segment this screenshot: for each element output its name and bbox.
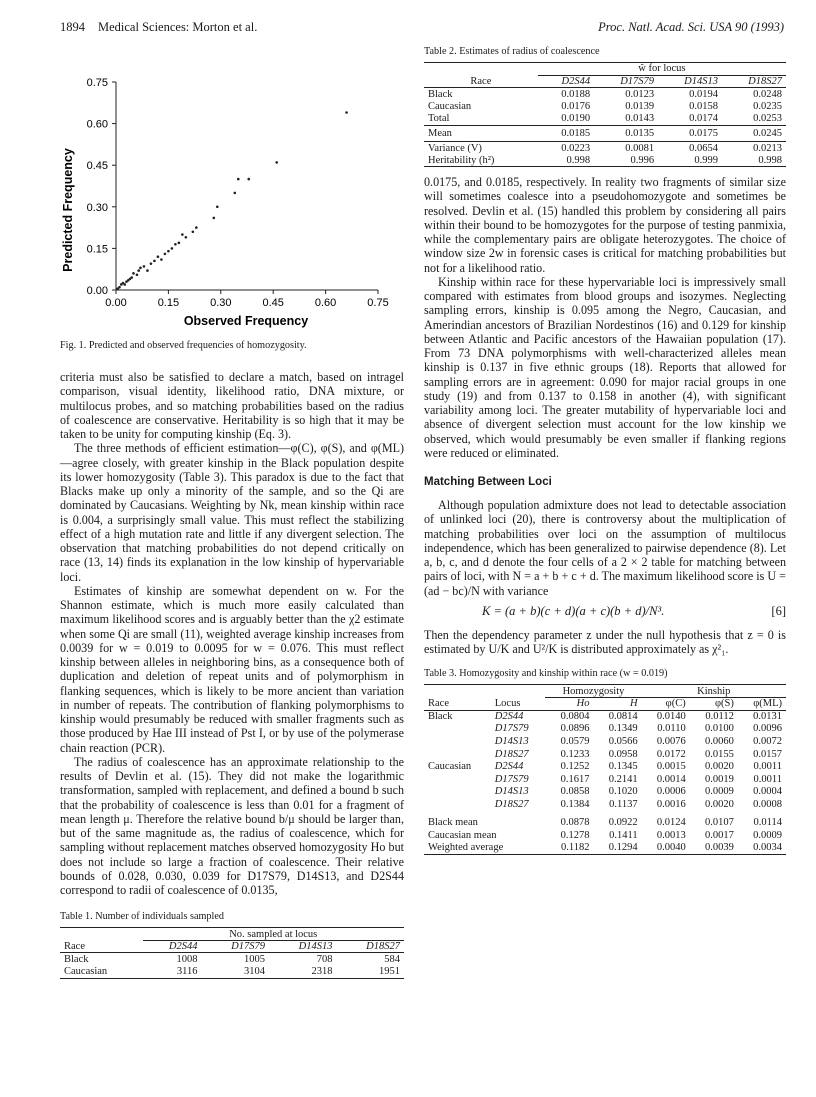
equation-text: K = (a + b)(c + d)(a + c)(b + d)/N³. bbox=[482, 603, 665, 618]
x-tick-label: 0.60 bbox=[314, 297, 337, 309]
table-1-row-header: Race bbox=[60, 940, 143, 953]
table-3-col-header: φ(S) bbox=[714, 698, 734, 710]
table-row: Total 0.0190 0.0143 0.0174 0.0253 bbox=[428, 113, 782, 125]
data-point bbox=[157, 255, 160, 258]
data-point bbox=[195, 226, 198, 229]
table-row: Mean 0.0185 0.0135 0.0175 0.0245 bbox=[424, 125, 786, 141]
table-3-group-header: Kinship bbox=[642, 685, 786, 698]
table-row: D14S13 0.0858 0.1020 0.0006 0.0009 0.0004 bbox=[494, 786, 782, 798]
table-summary-row: Caucasian mean 0.1278 0.1411 0.0013 0.0017 0.0009 bbox=[428, 829, 782, 841]
running-title: Medical Sciences: Morton et al. bbox=[98, 20, 258, 34]
table-summary-row: Weighted average 0.1182 0.1294 0.0040 0.0039 0.0034 bbox=[424, 841, 786, 854]
table-3 bbox=[424, 684, 786, 854]
table-2-col-header: D2S44 bbox=[538, 75, 594, 88]
figure-1-scatter-plot bbox=[60, 40, 404, 330]
table-row: Black 0.0188 0.0123 0.0194 0.0248 bbox=[428, 88, 782, 100]
data-point bbox=[178, 242, 181, 245]
data-point bbox=[150, 262, 153, 265]
data-point bbox=[247, 178, 250, 181]
table-3-col-header: Ho bbox=[576, 698, 590, 710]
table-1-col-header: D2S44 bbox=[143, 940, 202, 953]
table-row: Heritability (h²) 0.998 0.996 0.999 0.998 bbox=[424, 154, 786, 167]
data-point bbox=[139, 267, 142, 270]
table-row: D14S13 0.0579 0.0566 0.0076 0.0060 0.0072 bbox=[494, 736, 782, 748]
table-3-caption: Table 3. Homozygosity and kinship within race (w = 0.019) bbox=[424, 668, 668, 680]
data-point bbox=[345, 111, 348, 114]
body-paragraph: Kinship within race for these hypervariable loci is impressively small compared with estimates from blood groups and isozymes. Neglecting sampling errors, kinship is 0.095 among the Negro, Caucasian, and Amerindian ancestors of Brazilian Nordestinos (16) and 0.129 for kinship between Atlantic and Pacific ancestors of the Hawaiian population (17). From 73 DNA polymorphisms with well-characterized alleles mean kinship is 0.137 in five ethnic groups (18). Reports that allowed for sampling errors are in agreement: 0.090 for major racial groups in one study (19) and from 0.137 to 0.158 in another (4), with significant variability among loci. The greater mutability of hypervariable loci and absence of divergent selection must account for the low kinship we observed, which would presumably be even smaller if flanking regions were reduced or eliminated. bbox=[424, 274, 786, 460]
table-row: Black D2S44 0.0804 0.0814 0.0140 0.0112 0.0131 bbox=[428, 711, 782, 723]
table-row: Caucasian 3116 3104 2318 1951 bbox=[60, 966, 404, 979]
table-1-col-header: D17S79 bbox=[202, 940, 269, 953]
page-number: 1894 bbox=[60, 20, 85, 34]
y-tick-label: 0.00 bbox=[86, 285, 108, 297]
data-point bbox=[132, 272, 135, 275]
data-point bbox=[181, 233, 184, 236]
data-point bbox=[216, 206, 219, 209]
table-row: D18S27 0.1384 0.1137 0.0016 0.0020 0.0008 bbox=[494, 799, 782, 811]
table-row: D17S79 0.0896 0.1349 0.0110 0.0100 0.0096 bbox=[494, 723, 782, 735]
table-2-caption: Table 2. Estimates of radius of coalescence bbox=[424, 46, 600, 57]
y-tick-label: 0.30 bbox=[86, 201, 108, 214]
table-2-col-header: D17S79 bbox=[594, 75, 658, 88]
figure-1-caption: Fig. 1. Predicted and observed frequencies of homozygosity. bbox=[60, 340, 307, 351]
body-paragraph: 0.0175, and 0.0185, respectively. In reality two fragments of similar size will sometimes coalesce into a pseudohomozygote and sometimes be resolved. Devlin et al. (15) handled this problem by considering all pairs within their bound to be homozygotes for the purpose of testing panmixia, while the complementary pairs are obligate heterozygotes. The choice of window size 2w in forensic cases is critical for matching probabilities but not for a likelihood ratio. bbox=[424, 175, 786, 275]
table-3-col-header: Race bbox=[428, 698, 449, 710]
table-1 bbox=[60, 927, 404, 978]
table-3-col-header: Locus bbox=[494, 698, 521, 710]
body-paragraph: The radius of coalescence has an approximate relationship to the results of Devlin et al. (15). They did not make the logarithmic transformation, sampled with replacement, and defined a bound b such that the probability of coalescence is less than 0.01 for a fragment of mean length μ. Therefore the relative bound b/μ should be larger than, but of the same magnitude as, the radius of coalescence, which for sampling without replacement matches observed homozygosity Ho but does not include so large a fraction of coalescence. Their relative bounds of 0.028, 0.030, 0.039 for D17S79, D14S13, and D2S44 correspond to radii of coalescence of 0.0135, bbox=[60, 754, 404, 897]
body-paragraph: The three methods of efficient estimation—φ(C), φ(S), and φ(ML)—agree closely, with greater kinship in the Black population despite its lower homozygosity (Table 3). This paradox is due to the fact that Blacks make up only a minority of the sample, and so the Qi are dominated by Caucasians. Weighting by Nk, mean kinship within race is 0.004, a surprisingly small value. This must reflect the stabilizing effect of a high mutation rate and little if any divergent selection. The observation that matching probabilities do not depend critically on race (13, 14) finds its explanation in the low kinship of hypervariable loci. bbox=[60, 441, 404, 584]
x-tick-label: 0.00 bbox=[105, 297, 127, 309]
right-column bbox=[424, 40, 786, 855]
journal-citation: Proc. Natl. Acad. Sci. USA 90 (1993) bbox=[598, 20, 784, 34]
data-point bbox=[192, 230, 195, 233]
data-point bbox=[167, 250, 170, 253]
table-row: Variance (V) 0.0223 0.0081 0.0654 0.0213 bbox=[424, 141, 786, 154]
table-2-col-header: D14S13 bbox=[658, 75, 722, 88]
x-tick-label: 0.15 bbox=[157, 297, 180, 309]
table-row: D18S27 0.1233 0.0958 0.0172 0.0155 0.0157 bbox=[494, 748, 782, 760]
data-point bbox=[118, 286, 121, 289]
data-point bbox=[171, 247, 174, 250]
y-tick-label: 0.15 bbox=[86, 243, 108, 256]
data-point bbox=[213, 217, 216, 220]
body-paragraph: Although population admixture does not lead to detectable association of unlinked loci (20), there is controversy about the multiplication of matching probabilities over loci on the assumption of multilocus independence, which has been generalized to pairwise dependence (8). Let a, b, c, and d denote the four cells of a 2 × 2 table for matching between pairs of loci, with N = a + b + c + d. The maximum likelihood score is U = (ad − bc)/N with variance bbox=[424, 498, 786, 598]
table-3-group-header: Homozygosity bbox=[545, 685, 641, 698]
table-3-col-header: H bbox=[630, 698, 638, 710]
data-point bbox=[275, 161, 278, 164]
table-2-group-header: ŵ for locus bbox=[638, 63, 686, 75]
x-tick-label: 0.75 bbox=[367, 297, 389, 309]
table-row: D17S79 0.1617 0.2141 0.0014 0.0019 0.0011 bbox=[494, 773, 782, 785]
table-1-col-header: D18S27 bbox=[336, 940, 404, 953]
data-point bbox=[237, 178, 240, 181]
data-point bbox=[143, 265, 146, 268]
body-paragraph: Estimates of kinship are somewhat dependent on w. For the Shannon estimate, which is much more easily calculated than maximum likelihood scores and is arguably better than the χ2 estimate when some Qi are small (11), weighted average kinship increases from 0.0039 for w = 0.019 to 0.0095 for w = 0.076. This must reflect kinship between alleles in neighboring bins, as a consequence both of duplication and deletion of repeat units and of polymorphism in flanking sequences, which is likely to be more ancient than variation in number of repeats. The contribution of flanking polymorphisms to kinship would presumably be reduced with smaller fragments such as those produced by Hae III instead of Pst I, or by use of the polymerase chain reaction (PCR). bbox=[60, 583, 404, 755]
body-paragraph: Then the dependency parameter z under the null hypothesis that z = 0 is estimated by U/K and U²/K is distributed approximately as χ²₁. bbox=[424, 627, 786, 657]
data-point bbox=[185, 236, 188, 239]
table-row: Caucasian 0.0176 0.0139 0.0158 0.0235 bbox=[428, 101, 782, 113]
left-column bbox=[60, 40, 404, 979]
equation-6 bbox=[424, 602, 786, 624]
y-axis-label: Predicted Frequency bbox=[61, 148, 75, 272]
table-row: Black 1008 1005 708 584 bbox=[64, 953, 400, 965]
table-1-col-header: D14S13 bbox=[269, 940, 336, 953]
y-tick-label: 0.45 bbox=[86, 160, 108, 173]
data-point bbox=[233, 192, 236, 195]
x-axis-label: Observed Frequency bbox=[183, 314, 309, 328]
table-2-col-header: D18S27 bbox=[722, 75, 786, 88]
data-point bbox=[160, 258, 163, 261]
page-header bbox=[60, 20, 784, 38]
table-summary-row: Black mean 0.0878 0.0922 0.0124 0.0107 0.0114 bbox=[428, 817, 782, 829]
table-2-row-header: Race bbox=[424, 75, 538, 88]
data-point bbox=[146, 269, 149, 272]
data-point bbox=[136, 273, 139, 276]
table-row: Caucasian D2S44 0.1252 0.1345 0.0015 0.0020 0.0011 bbox=[428, 761, 782, 773]
equation-number: [6] bbox=[771, 603, 786, 618]
table-1-group-header: No. sampled at locus bbox=[229, 928, 318, 940]
y-tick-label: 0.60 bbox=[86, 118, 108, 131]
table-2 bbox=[424, 62, 786, 167]
x-tick-label: 0.45 bbox=[262, 297, 284, 309]
data-point bbox=[123, 283, 126, 286]
data-point bbox=[137, 269, 140, 272]
y-tick-label: 0.75 bbox=[86, 77, 108, 89]
data-point bbox=[130, 276, 133, 279]
data-point bbox=[153, 260, 156, 263]
table-3-col-header: φ(ML) bbox=[753, 698, 782, 710]
section-heading: Matching Between Loci bbox=[424, 476, 552, 489]
x-tick-label: 0.30 bbox=[210, 297, 232, 309]
data-point bbox=[174, 243, 177, 246]
table-1-caption: Table 1. Number of individuals sampled bbox=[60, 911, 224, 923]
table-3-col-header: φ(C) bbox=[665, 698, 686, 710]
body-paragraph: criteria must also be satisfied to declare a match, based on intragel comparison, visual identity, likelihood ratio, DNA mixture, or multilocus probes, and so matching probabilities based on the radius of coalescence are conservative. Heritability is so high that it may be taken to be unity for computing kinship (Eq. 3). bbox=[60, 370, 404, 441]
data-point bbox=[164, 253, 167, 256]
